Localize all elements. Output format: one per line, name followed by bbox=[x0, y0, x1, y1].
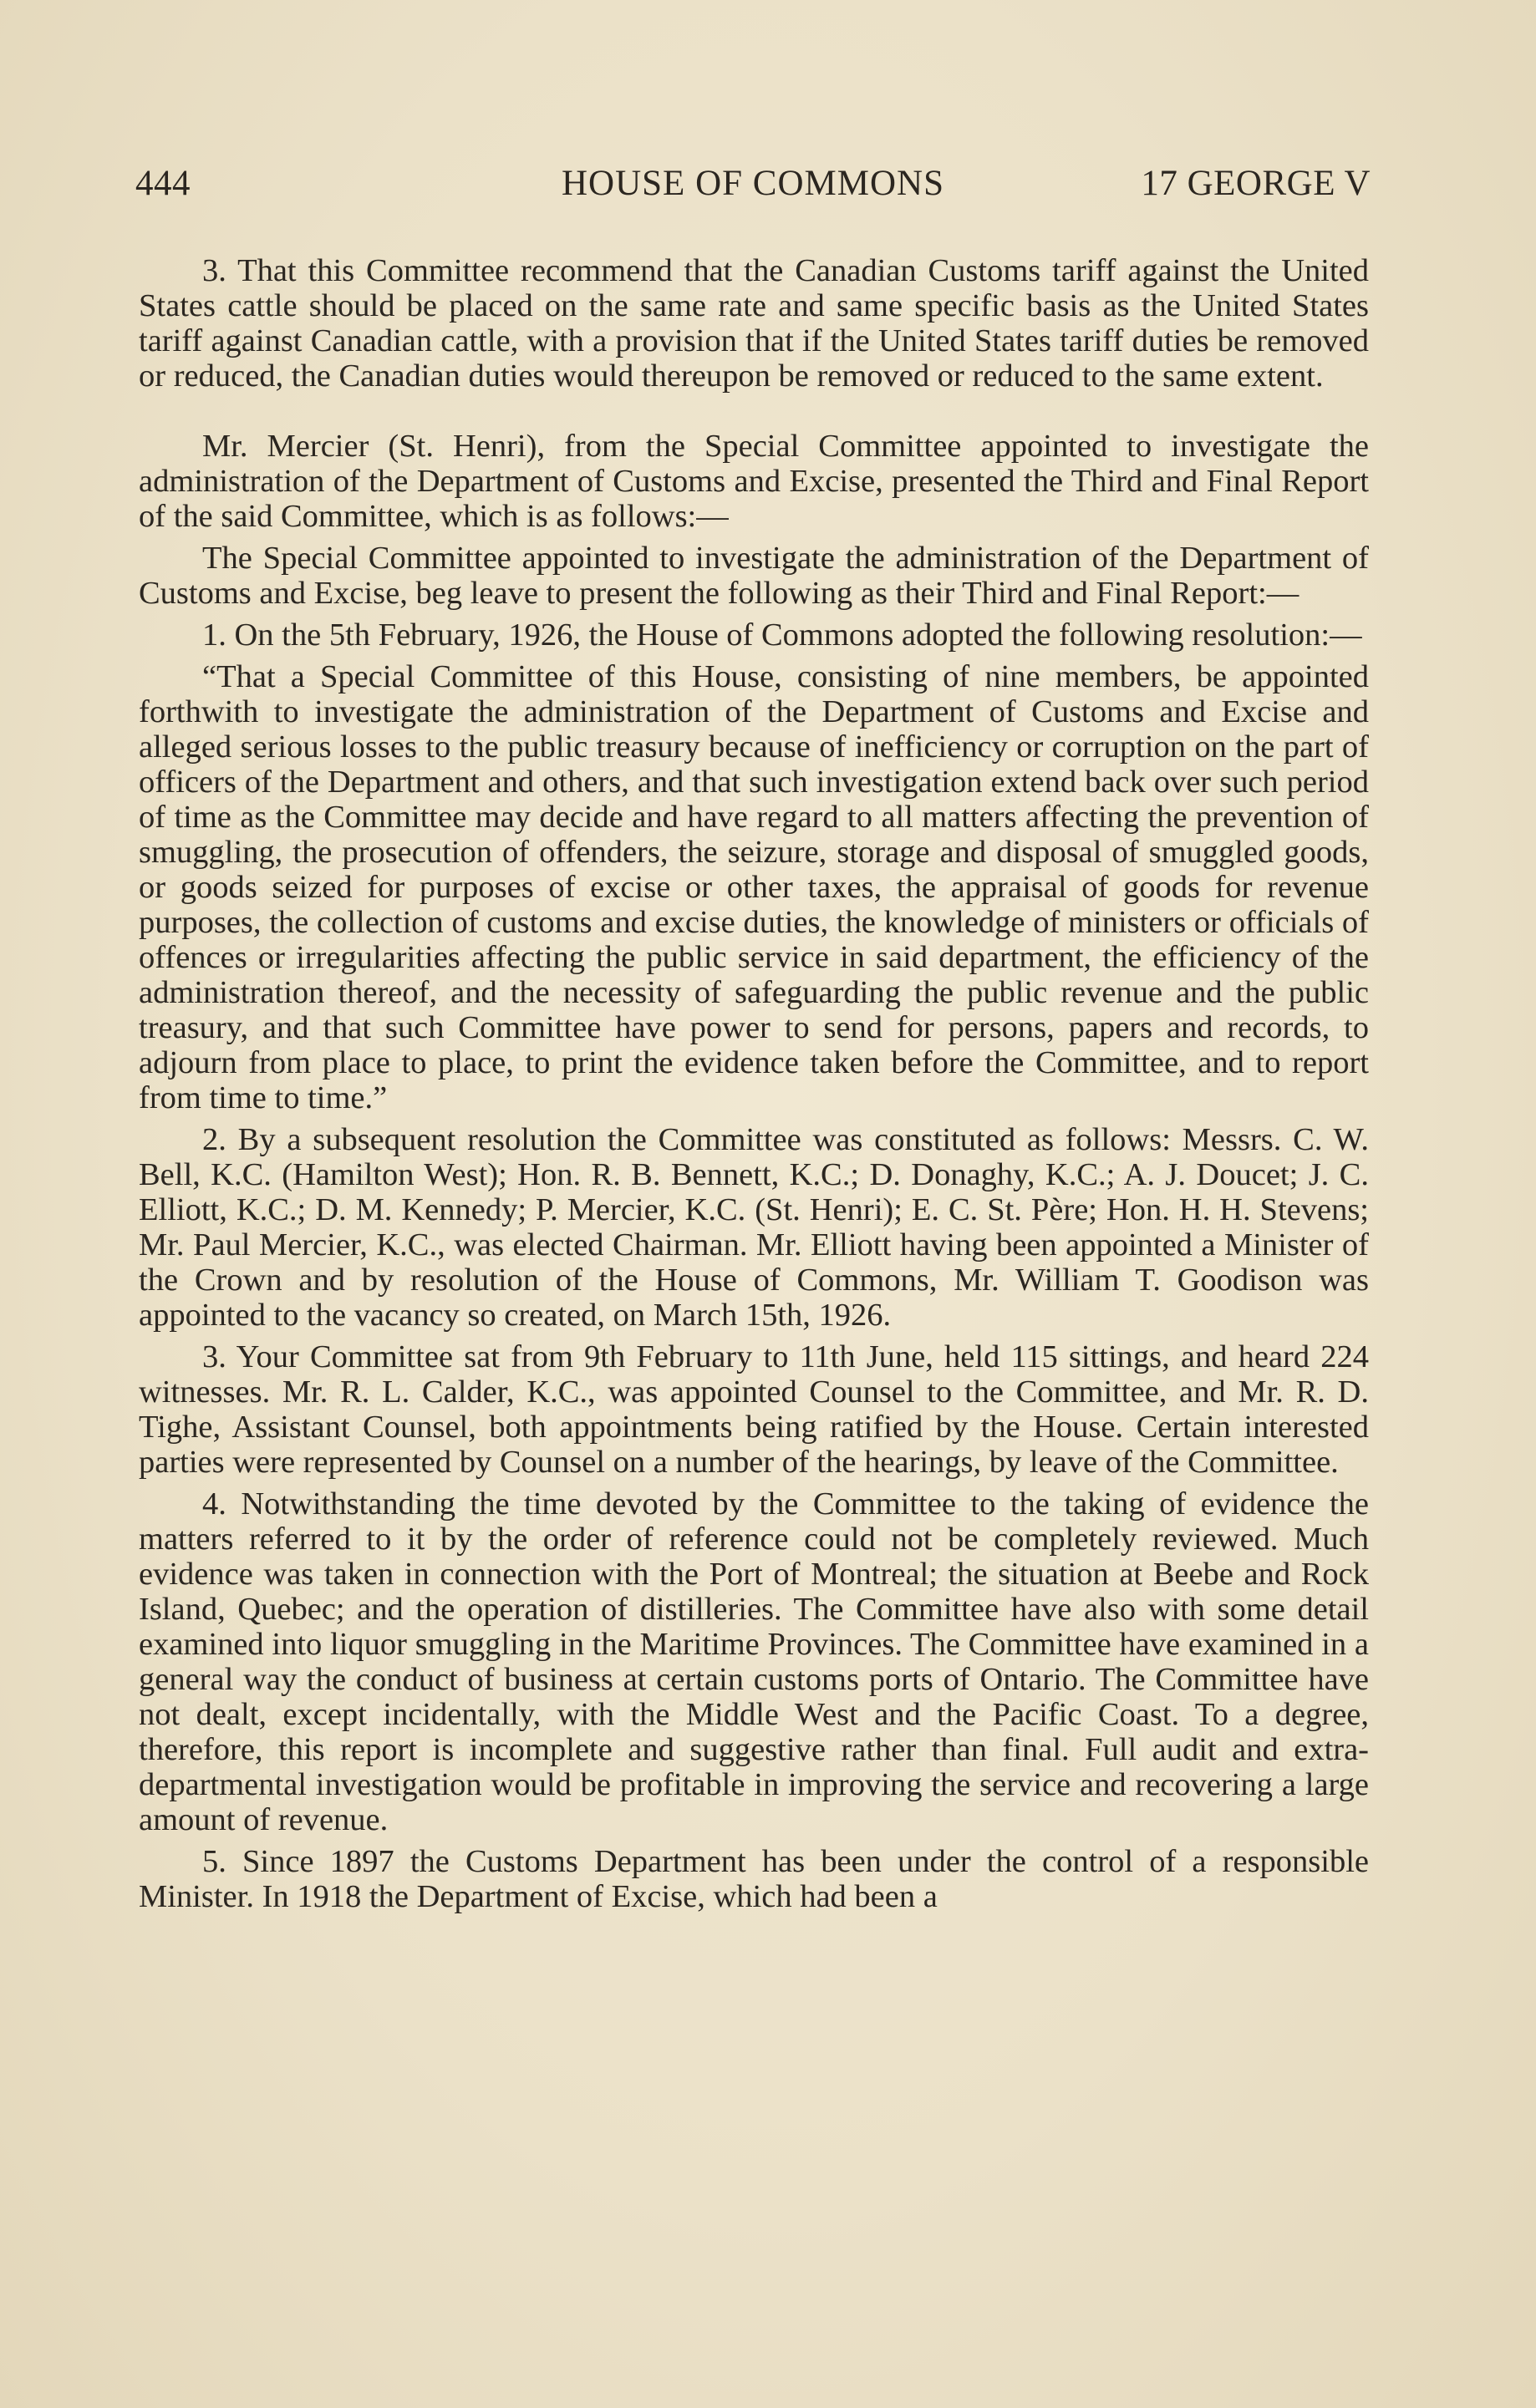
paragraph-tariff-recommendation: 3. That this Committee recommend that the Canadian Customs tariff against the United States cattle should be placed on the same rate and same specific basis as the United States tariff against Canadian cattle, with a provision that if the United States tariff duties be removed or reduced, the Canadian duties would thereupon be removed or reduced to the same extent. bbox=[139, 253, 1369, 394]
regnal-year: 17 GEORGE V bbox=[1141, 164, 1371, 203]
page-number: 444 bbox=[135, 164, 191, 203]
paragraph-resolution-quote: “That a Special Committee of this House, consisting of nine members, be appointed forthwith to investigate the administration of the Department of Customs and Excise and alleged serious losses to the public treasury because of inefficiency or corruption on the part of officers of the Department and others, and that such investigation extend back over such period of time as the Committee may decide and have regard to all matters affecting the prevention of smuggling, the prosecution of offenders, the seizure, storage and disposal of smuggled goods, or goods seized for purposes of excise or other taxes, the appraisal of goods for revenue purposes, the collection of customs and excise duties, the knowledge of ministers or officials of offences or irregularities affecting the public service in said department, the efficiency of the administration thereof, and the necessity of safeguarding the public revenue and the public treasury, and that such Committee have power to send for persons, papers and records, to adjourn from place to place, to print the evidence taken before the Committee, and to report from time to time.” bbox=[139, 659, 1369, 1115]
paragraph-item-4: 4. Notwithstanding the time devoted by the Committee to the taking of evidence the matters referred to it by the order of reference could not be completely reviewed. Much evidence was taken in connection with the Port of Montreal; the situation at Beebe and Rock Island, Quebec; and the operation of distilleries. The Committee have also with some detail examined into liquor smuggling in the Maritime Provinces. The Committee have examined in a general way the conduct of business at certain customs ports of Ontario. The Committee have not dealt, except incidentally, with the Middle West and the Pacific Coast. To a degree, therefore, this report is incomplete and suggestive rather than final. Full audit and extra-departmental investigation would be profitable in improving the service and recovering a large amount of revenue. bbox=[139, 1486, 1369, 1837]
paragraph-report-intro: The Special Committee appointed to investigate the administration of the Department of Customs and Excise, beg leave to present the following as their Third and Final Report:— bbox=[139, 541, 1369, 611]
paragraph-item-3: 3. Your Committee sat from 9th February to 11th June, held 115 sittings, and heard 224 witnesses. Mr. R. L. Calder, K.C., was appointed Counsel to the Committee, and Mr. R. D. Tighe, Assistant Counsel, both appointments being ratified by the House. Certain interested parties were represented by Counsel on a number of the hearings, by leave of the Committee. bbox=[139, 1339, 1369, 1480]
paragraph-item-5: 5. Since 1897 the Customs Department has been under the control of a responsible Minister. In 1918 the Department of Excise, which had been a bbox=[139, 1844, 1369, 1914]
paragraph-report-presented: Mr. Mercier (St. Henri), from the Special Committee appointed to investigate the administration of the Department of Customs and Excise, presented the Third and Final Report of the said Committee, which is as follows:— bbox=[139, 429, 1369, 534]
paragraph-item-1: 1. On the 5th February, 1926, the House of Commons adopted the following resolution:— bbox=[202, 617, 1362, 653]
paragraph-item-2: 2. By a subsequent resolution the Committee was constituted as follows: Messrs. C. W. Bell, K.C. (Hamilton West); Hon. R. B. Bennett, K.C.; D. Donaghy, K.C.; A. J. Doucet; J. C. Elliott, K.C.; D. M. Kennedy; P. Mercier, K.C. (St. Henri); E. C. St. Père; Hon. H. H. Stevens; Mr. Paul Mercier, K.C., was elected Chairman. Mr. Elliott having been appointed a Minister of the Crown and by resolution of the House of Commons, Mr. William T. Goodison was appointed to the vacancy so created, on March 15th, 1926. bbox=[139, 1122, 1369, 1333]
page-header bbox=[135, 159, 1371, 209]
page-body bbox=[139, 253, 1369, 1914]
running-title: HOUSE OF COMMONS bbox=[561, 164, 945, 203]
